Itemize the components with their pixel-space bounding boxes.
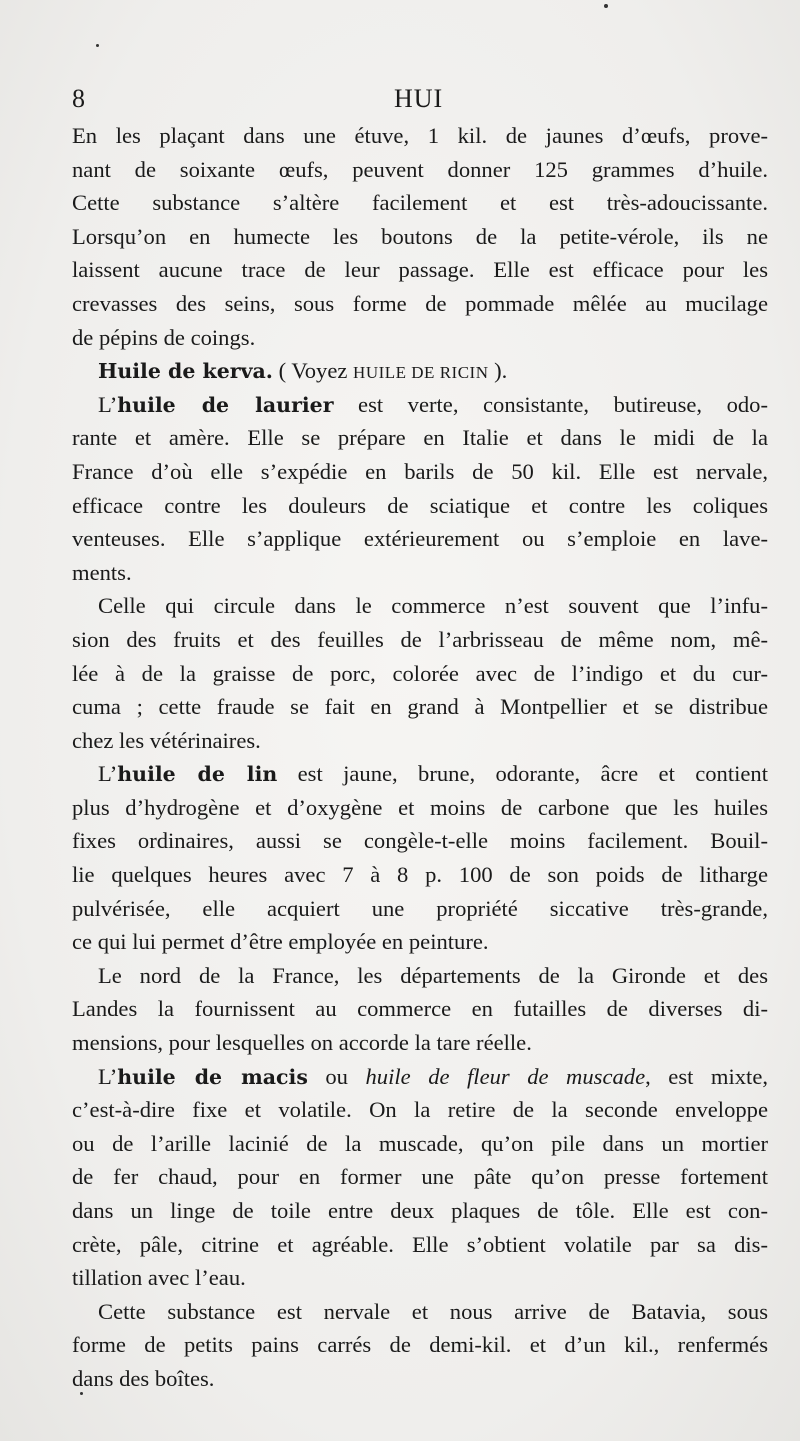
text-run: rante et amère. Elle se prépare en Italie et dans le midi de la [72, 425, 768, 451]
text-line [72, 992, 768, 1026]
page-body-text [72, 119, 768, 1396]
page-header [72, 84, 770, 120]
text-run: nant de soixante œufs, peuvent donner 125 grammes d’huile. [72, 156, 768, 182]
text-line [72, 1060, 768, 1094]
entry-term: Huile de kerva. [98, 359, 273, 384]
text-run: tillation avec l’eau. [72, 1265, 246, 1291]
text-line [72, 959, 768, 993]
text-run: est verte, consistante, butireuse, odo- [333, 391, 768, 417]
entry-term: huile de macis [117, 1064, 308, 1089]
entry-term: huile de lin [117, 762, 278, 787]
text-run: Le nord de la France, les départements de la Gironde et des [98, 962, 768, 988]
text-run: de pépins de coings. [72, 324, 256, 350]
text-run: sion des fruits et des feuilles de l’arbrisseau de même nom, mê- [72, 626, 768, 652]
text-line [72, 421, 768, 455]
text-run: est jaune, brune, odorante, âcre et contient [277, 761, 768, 787]
text-run: L’ [98, 761, 118, 787]
text-line [72, 153, 768, 187]
text-line [72, 220, 768, 254]
text-line [72, 489, 768, 523]
text-run: huile de fleur de muscade [365, 1063, 646, 1089]
text-line [72, 925, 768, 959]
text-line [72, 1228, 768, 1262]
page-number: 8 [72, 84, 85, 113]
text-line [72, 1328, 768, 1362]
text-run: mensions, pour lesquelles on accorde la tare réelle. [72, 1030, 532, 1056]
text-run: efficace contre les douleurs de sciatique et contre les coliques [72, 492, 768, 518]
text-line [72, 791, 768, 825]
text-run: crevasses des seins, sous forme de pommade mêlée au mucilage [72, 290, 768, 316]
text-line [72, 354, 768, 388]
text-run: lée à de la graisse de porc, colorée avec de l’indigo et du cur- [72, 660, 768, 686]
text-run: France d’où elle s’expédie en barils de 50 kil. Elle est nervale, [72, 458, 768, 484]
text-line [72, 757, 768, 791]
cross-reference: HUILE DE RICIN [353, 363, 489, 383]
ink-speck [96, 44, 99, 47]
text-line [72, 589, 768, 623]
text-run: L’ [98, 391, 118, 417]
text-line [72, 724, 768, 758]
text-line [72, 1127, 768, 1161]
text-line [72, 455, 768, 489]
text-line [72, 858, 768, 892]
text-line [72, 321, 768, 355]
text-run: dans des boîtes. [72, 1365, 215, 1391]
text-line [72, 657, 768, 691]
text-line [72, 287, 768, 321]
text-line [72, 556, 768, 590]
text-line [72, 388, 768, 422]
text-line [72, 623, 768, 657]
text-run: ). [488, 358, 508, 384]
text-run: laissent aucune trace de leur passage. Elle est efficace pour les [72, 257, 768, 283]
text-line [72, 1261, 768, 1295]
text-run: crète, pâle, citrine et agréable. Elle s’obtient volatile par sa dis- [72, 1231, 768, 1257]
ink-speck [604, 4, 608, 8]
text-run: pulvérisée, elle acquiert une propriété siccative très-grande, [72, 895, 768, 921]
text-line [72, 892, 768, 926]
text-line [72, 522, 768, 556]
running-title: HUI [394, 84, 444, 113]
text-run: ce qui lui permet d’être employée en peinture. [72, 929, 489, 955]
text-line [72, 1093, 768, 1127]
text-run: cuma ; cette fraude se fait en grand à Montpellier et se distribue [72, 694, 768, 720]
text-run: fixes ordinaires, aussi se congèle-t-elle moins facilement. Bouil- [72, 828, 768, 854]
text-line [72, 690, 768, 724]
text-line [72, 1194, 768, 1228]
text-run: Celle qui circule dans le commerce n’est souvent que l’infu- [98, 593, 768, 619]
text-line [72, 119, 768, 153]
entry-term: huile de laurier [117, 392, 334, 417]
text-line [72, 253, 768, 287]
text-run: ( Voyez [272, 358, 354, 384]
text-run: dans un linge de toile entre deux plaques de tôle. Elle est con- [72, 1198, 768, 1223]
text-line [72, 1160, 768, 1194]
text-run: Landes la fournissent au commerce en futailles de diverses di- [72, 996, 768, 1022]
text-run: ou de l’arille lacinié de la muscade, qu’on pile dans un mortier [72, 1130, 768, 1156]
text-run: Cette substance est nervale et nous arrive de Batavia, sous [98, 1298, 768, 1324]
text-run: venteuses. Elle s’applique extérieurement ou s’emploie en lave- [72, 526, 768, 552]
text-run: , est mixte, [645, 1063, 768, 1089]
text-run: plus d’hydrogène et d’oxygène et moins de carbone que les huiles [72, 794, 768, 820]
text-run: ments. [72, 559, 132, 585]
text-run: chez les vétérinaires. [72, 727, 261, 753]
text-line [72, 824, 768, 858]
text-run: Cette substance s’altère facilement et est très-adoucissante. [72, 190, 768, 216]
text-run: lie quelques heures avec 7 à 8 p. 100 de son poids de litharge [72, 862, 768, 888]
text-run: de fer chaud, pour en former une pâte qu’on presse fortement [72, 1164, 768, 1190]
text-line [72, 1026, 768, 1060]
text-line [72, 1295, 768, 1329]
text-run: forme de petits pains carrés de demi-kil. et d’un kil., renfermés [72, 1332, 768, 1358]
text-run: ou [307, 1063, 366, 1089]
text-line [72, 186, 768, 220]
text-run: c’est-à-dire fixe et volatile. On la retire de la seconde enveloppe [72, 1097, 768, 1123]
text-run: Lorsqu’on en humecte les boutons de la petite-vérole, ils ne [72, 223, 768, 249]
text-run: En les plaçant dans une étuve, 1 kil. de jaunes d’œufs, prove- [72, 123, 768, 148]
text-line [72, 1362, 768, 1396]
text-run: L’ [98, 1063, 118, 1089]
